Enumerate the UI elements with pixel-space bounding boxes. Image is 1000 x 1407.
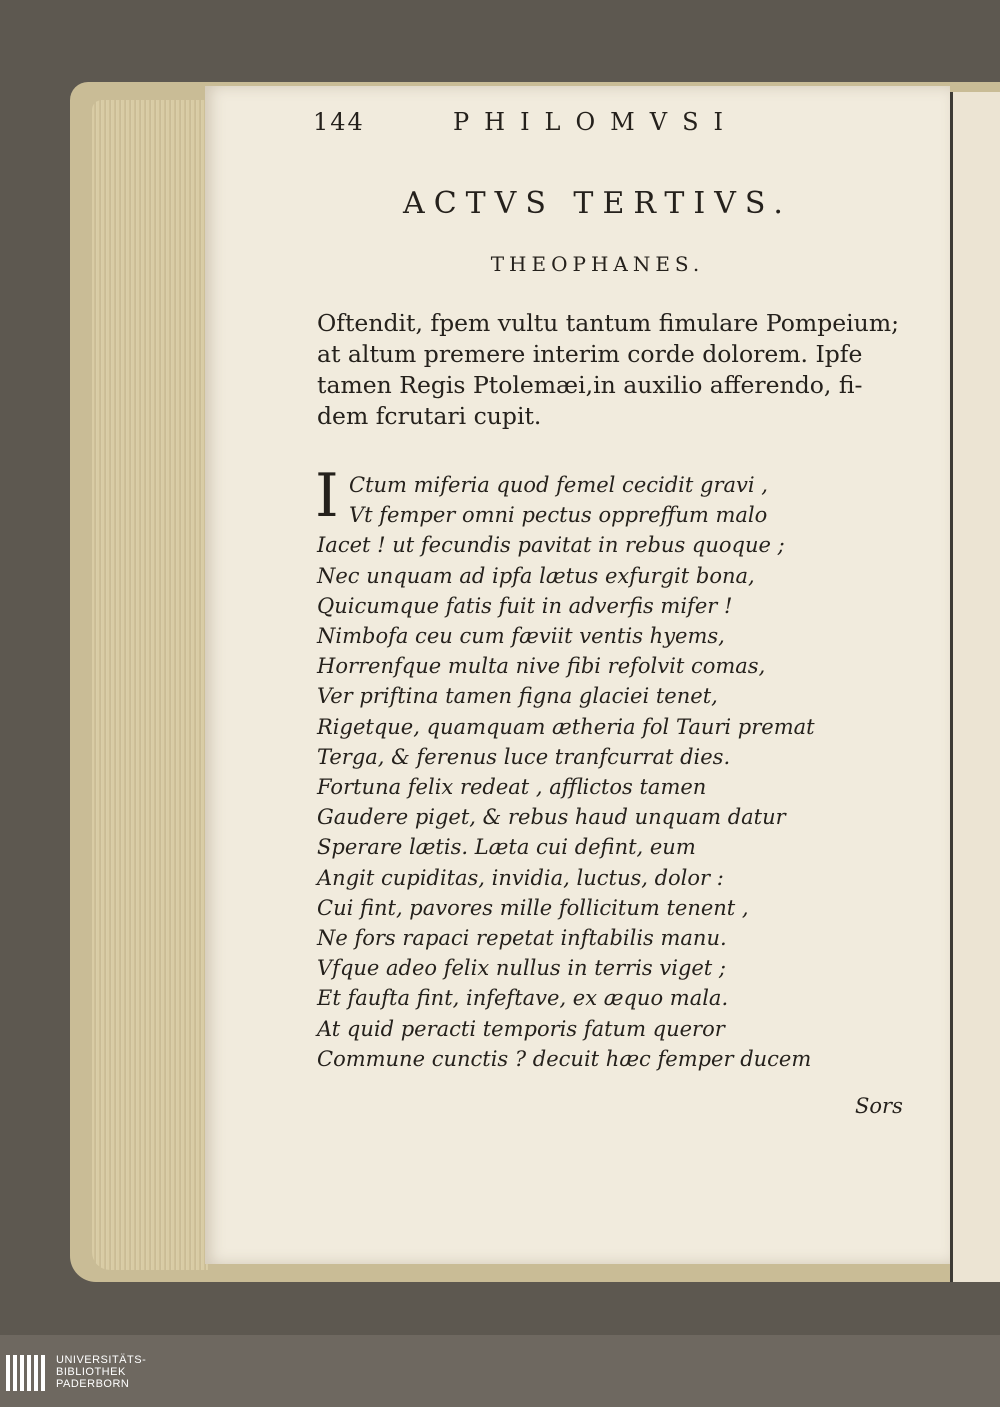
library-logo-icon (6, 1355, 50, 1391)
speaker-name: THEOPHANES. (490, 252, 705, 276)
facing-page-edge (950, 92, 1000, 1282)
verse-line: Cui fint, pavores mille follicitum tenent , (317, 895, 749, 920)
page-number: 144 (313, 108, 365, 136)
logo-line: PADERBORN (56, 1378, 130, 1390)
argument-line: dem fcrutari cupit. (317, 402, 542, 430)
verse-line: Ver priftina tamen figna glaciei tenet, (317, 684, 718, 709)
verse-line: Iacet ! ut fecundis pavitat in rebus quoque ; (317, 533, 785, 558)
verse-line: Terga, & ferenus luce tranfcurrat dies. (317, 744, 731, 769)
library-logo-text (56, 1354, 146, 1390)
verse-line: Ne fors rapaci repetat inftabilis manu. (317, 926, 727, 951)
logo-line: UNIVERSITÄTS- (56, 1354, 147, 1366)
catchword: Sors (855, 1094, 903, 1118)
logo-line: BIBLIOTHEK (56, 1366, 126, 1378)
running-title: PHILOMVSI (453, 108, 738, 136)
verse-line: Nec unquam ad ipfa lætus exfurgit bona, (317, 563, 755, 588)
verse-line: Horrenfque multa nive fibi refolvit comas, (317, 654, 766, 679)
drop-cap: I (315, 461, 339, 531)
verse-block (315, 461, 927, 1074)
verse-line: Sperare lætis. Læta cui defint, eum (317, 835, 696, 860)
verse-line: Et faufta fint, infeftave, ex æquo mala. (317, 986, 729, 1011)
argument-line: Oftendit, fpem vultu tantum fimulare Pompeium; (317, 309, 900, 337)
act-title: ACTVS TERTIVS. (403, 186, 792, 221)
verse-line: Quicumque fatis fuit in adverfis mifer ! (317, 593, 733, 618)
verse-line: Fortuna felix redeat , afflictos tamen (317, 775, 707, 800)
verse-line: At quid peracti temporis fatum queror (317, 1016, 725, 1041)
verse-line: Commune cunctis ? decuit hæc femper ducem (317, 1046, 812, 1071)
verse-line: Vt femper omni pectus oppreffum malo (349, 503, 768, 528)
argument-line: at altum premere interim corde dolorem. Ipfe (317, 340, 863, 368)
running-head (313, 108, 833, 144)
book-page (205, 86, 950, 1264)
page-edges (92, 100, 208, 1270)
verse-line: Nimbofa ceu cum fæviit ventis hyems, (317, 624, 725, 649)
argument-line: tamen Regis Ptolemæi,in auxilio afferendo, fi- (317, 371, 863, 399)
library-footer (0, 1335, 1000, 1407)
verse-line: Ctum miferia quod femel cecidit gravi , (349, 473, 768, 497)
verse-line: Angit cupiditas, invidia, luctus, dolor : (317, 865, 724, 890)
verse-line: Rigetque, quamquam ætheria fol Tauri premat (317, 714, 815, 739)
page-text (205, 86, 950, 1264)
verse-line: Gaudere piget, & rebus haud unquam datur (317, 805, 786, 830)
verse-line: Vfque adeo felix nullus in terris viget ; (317, 956, 726, 981)
argument-paragraph (317, 308, 907, 432)
